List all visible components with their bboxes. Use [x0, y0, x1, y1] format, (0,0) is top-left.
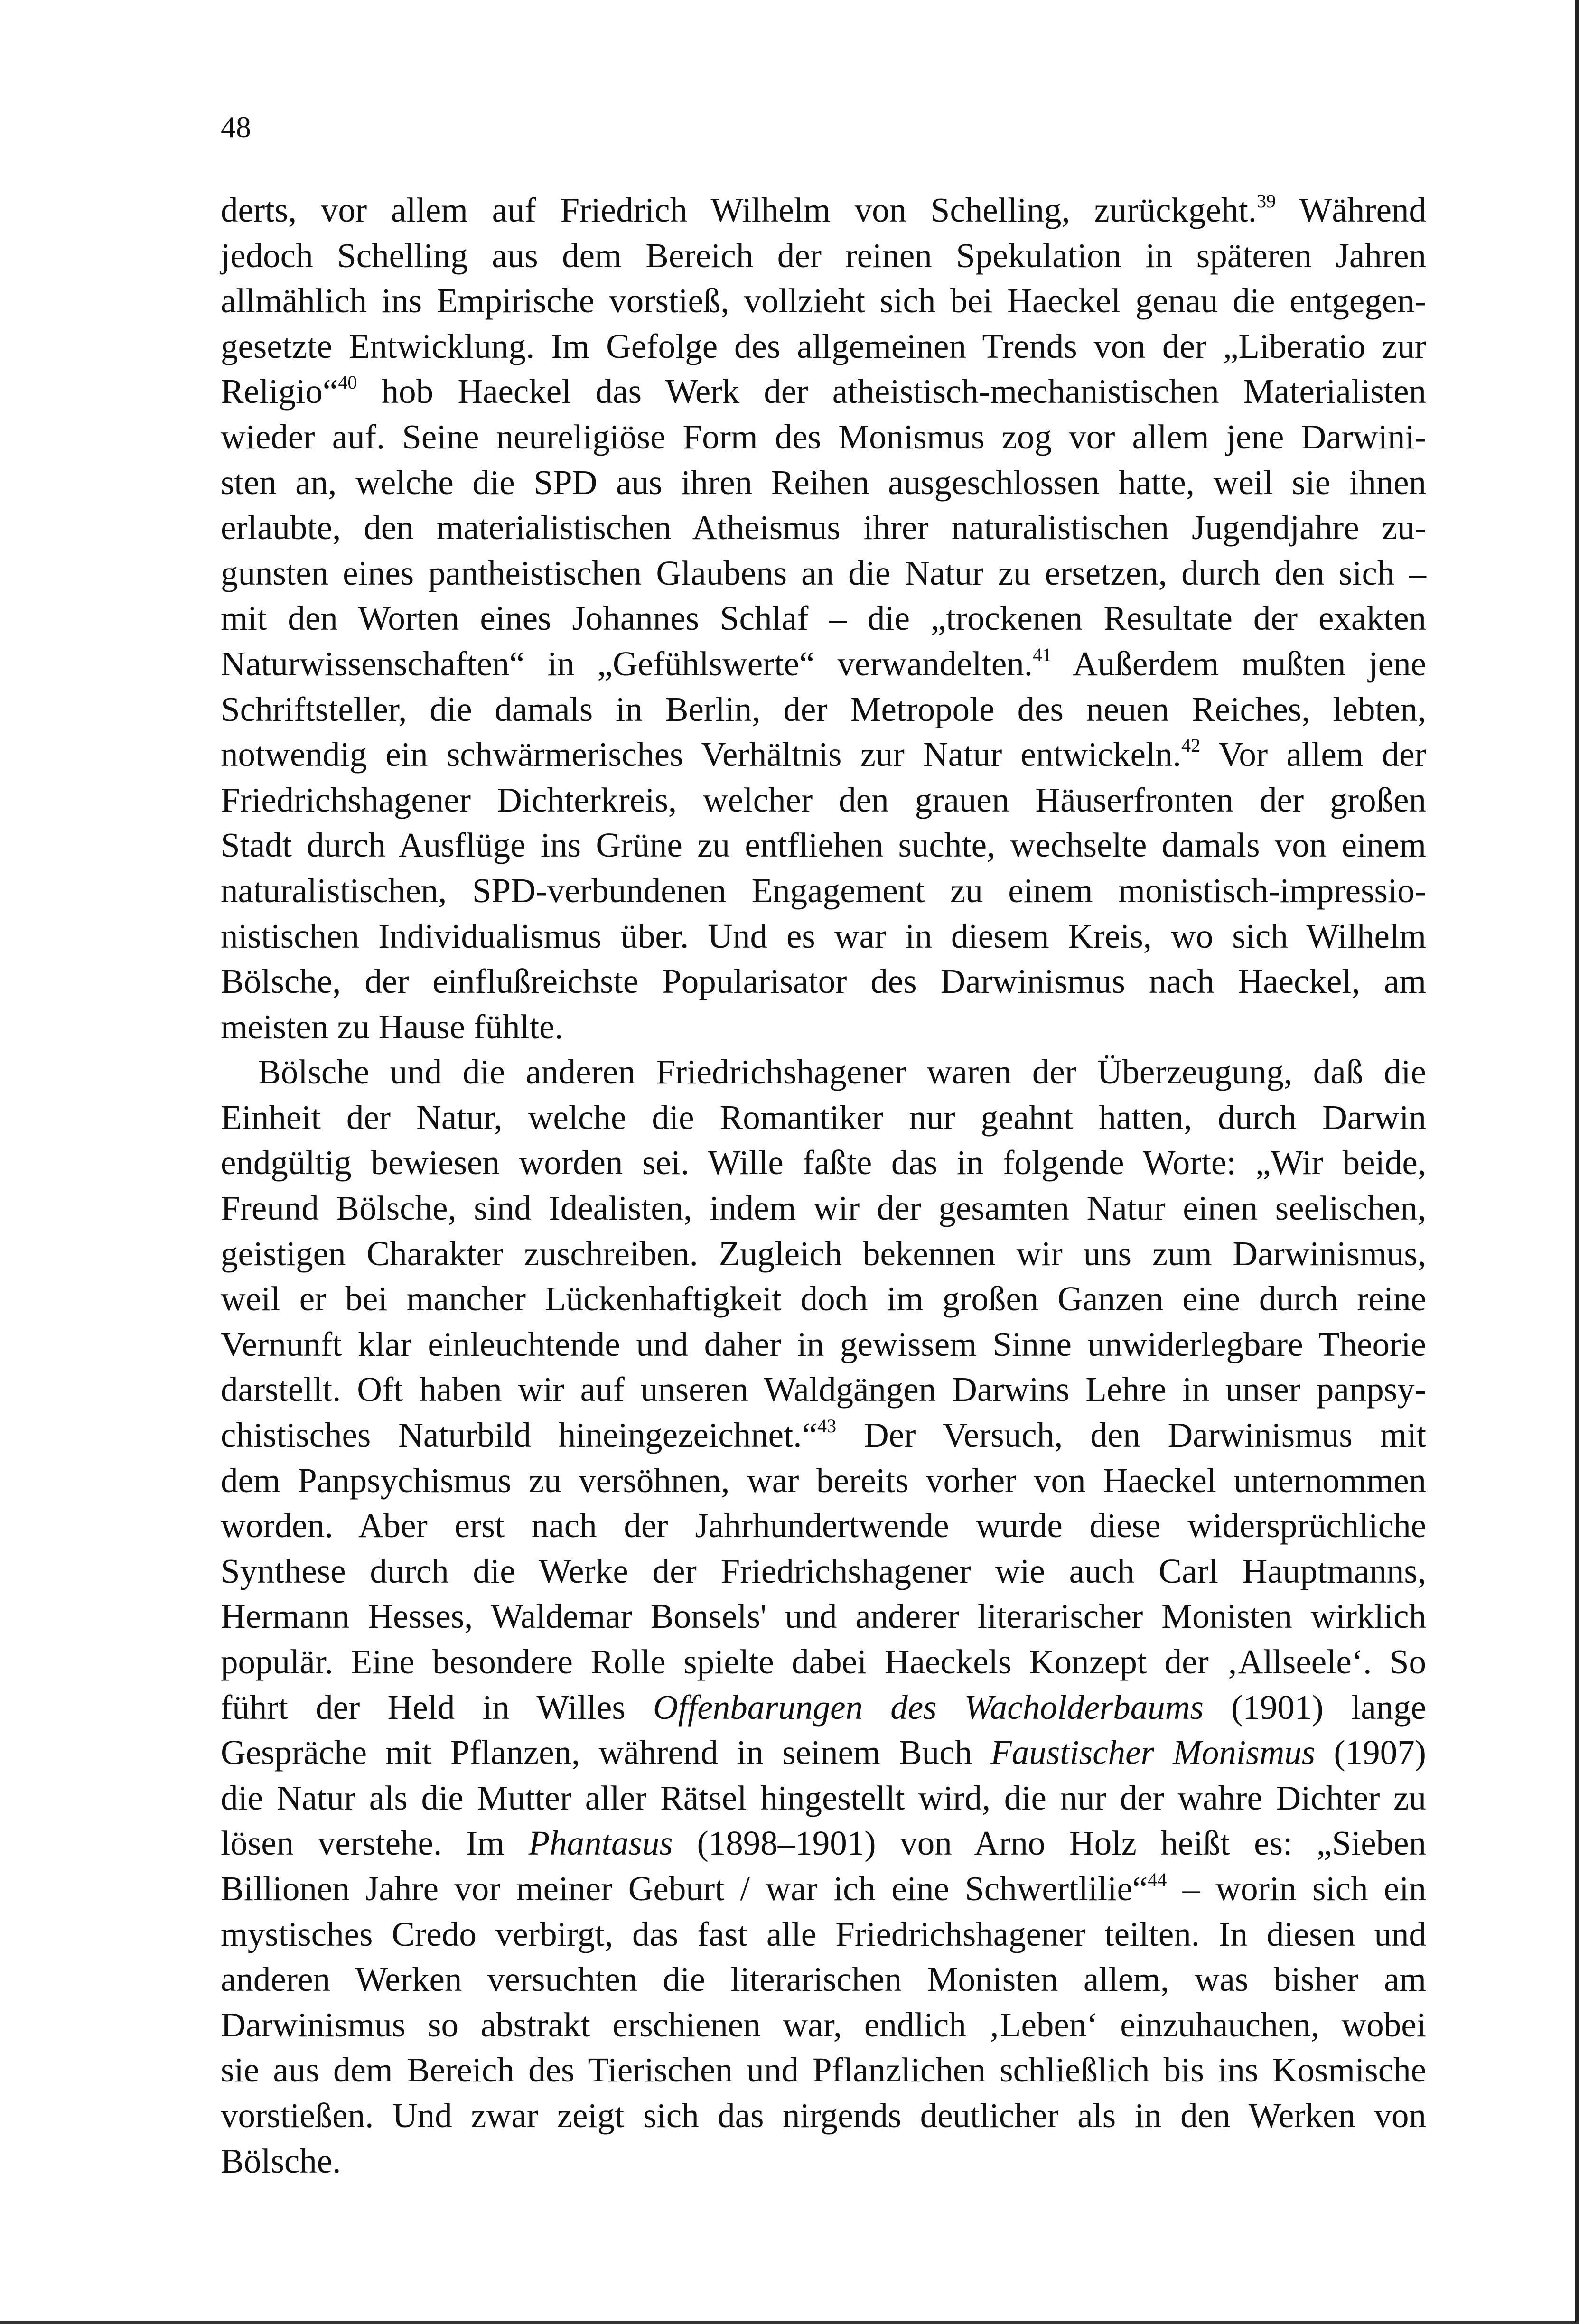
- line-text: gesetzte Entwicklung. Im Gefolge des allgemeinen Trends von der „Liberatio zur: [221, 327, 1426, 365]
- text-line: [221, 187, 1426, 233]
- text-line: [221, 1095, 1426, 1140]
- line-text: Billionen Jahre vor meiner Geburt / war ich eine Schwertlilie“: [221, 1869, 1148, 1908]
- footnote-marker: 41: [1033, 644, 1052, 665]
- line-text: vorstießen. Und zwar zeigt sich das nirgends deutlicher als in den Werken von: [221, 2096, 1426, 2135]
- line-text: erlaubte, den materialistischen Atheismus ihrer naturalistischen Jugendjahre zu-: [221, 508, 1426, 547]
- line-text: naturalistischen, SPD-verbundenen Engagement zu einem monistisch-impressio-: [221, 871, 1426, 910]
- italic-title: Faustischer Monismus: [990, 1733, 1316, 1772]
- text-line: [221, 1730, 1426, 1775]
- line-text: anderen Werken versuchten die literarischen Monisten allem, was bisher am: [221, 1960, 1426, 1999]
- text-line: [221, 1231, 1426, 1277]
- line-text: nistischen Individualismus über. Und es war in diesem Kreis, wo sich Wilhelm: [221, 916, 1426, 955]
- line-text: führt der Held in Willes: [221, 1688, 654, 1727]
- scan-edge-bottom: [0, 2321, 1579, 2324]
- text-line: [221, 1140, 1426, 1185]
- text-line: [221, 1004, 1426, 1050]
- text-line: [221, 1820, 1426, 1866]
- line-text: Synthese durch die Werke der Friedrichshagener wie auch Carl Hauptmanns,: [221, 1551, 1426, 1590]
- text-line: [221, 551, 1426, 596]
- italic-title: Phantasus: [528, 1824, 673, 1863]
- line-text: – worin sich ein: [1167, 1869, 1426, 1908]
- line-text: Stadt durch Ausflüge ins Grüne zu entfliehen suchte, wechselte damals von einem: [221, 826, 1426, 865]
- line-text: Der Versuch, den Darwinismus mit: [836, 1416, 1427, 1455]
- line-text: Bölsche und die anderen Friedrichshagener waren der Überzeugung, daß die: [258, 1053, 1426, 1092]
- text-line: [221, 2093, 1426, 2138]
- text-line: [221, 460, 1426, 505]
- footnote-marker: 44: [1148, 1868, 1167, 1890]
- text-line: [221, 1639, 1426, 1685]
- line-text: mystisches Credo verbirgt, das fast alle Friedrichshagener teilten. In diesen und: [221, 1914, 1426, 1953]
- line-text: Friedrichshagener Dichterkreis, welcher den grauen Häuserfronten der großen: [221, 780, 1426, 819]
- line-text: hob Haeckel das Werk der atheistisch-mechanistischen Materialisten: [357, 372, 1426, 411]
- text-line: [221, 777, 1426, 823]
- line-text: wieder auf. Seine neureligiöse Form des Monismus zog vor allem jene Darwini-: [221, 417, 1426, 456]
- line-text: weil er bei mancher Lückenhaftigkeit doch im großen Ganzen eine durch reine: [221, 1279, 1426, 1318]
- text-line: [221, 914, 1426, 959]
- page-number: 48: [221, 110, 251, 144]
- line-text: Schriftsteller, die damals in Berlin, der Metropole des neuen Reiches, lebten,: [221, 690, 1426, 728]
- line-text: Naturwissenschaften“ in „Gefühlswerte“ verwandelten.: [221, 644, 1033, 683]
- line-text: Vor allem der: [1200, 735, 1427, 774]
- line-text: worden. Aber erst nach der Jahrhundertwende wurde diese widersprüchliche: [221, 1506, 1426, 1545]
- text-line: [221, 822, 1426, 868]
- line-text: populär. Eine besondere Rolle spielte dabei Haeckels Konzept der ‚Allseele‘. So: [221, 1643, 1426, 1681]
- text-line: [221, 1412, 1426, 1458]
- line-text: Religio“: [221, 372, 338, 411]
- line-text: dem Panpsychismus zu versöhnen, war bereits vorher von Haeckel unternommen: [221, 1461, 1426, 1500]
- text-line: [221, 1549, 1426, 1594]
- text-line: [221, 687, 1426, 732]
- line-text: Vernunft klar einleuchtende und daher in gewissem Sinne unwiderlegbare Theorie: [221, 1325, 1426, 1363]
- line-text: sie aus dem Bereich des Tierischen und Pflanzlichen schließlich bis ins Kosmische: [221, 2051, 1426, 2090]
- line-text: meisten zu Hause fühlte.: [221, 1007, 563, 1046]
- line-text: mit den Worten eines Johannes Schlaf – die „trockenen Resultate der exakten: [221, 599, 1426, 638]
- text-line: [221, 1775, 1426, 1821]
- line-text: (1901) lange: [1203, 1688, 1427, 1727]
- text-line: [221, 1685, 1426, 1730]
- line-text: darstellt. Oft haben wir auf unseren Waldgängen Darwins Lehre in unser panpsy-: [221, 1370, 1426, 1409]
- line-text: (1907): [1315, 1733, 1426, 1772]
- line-text: (1898–1901) von Arno Holz heißt es: „Sieben: [673, 1824, 1426, 1863]
- text-line: [221, 505, 1426, 551]
- text-line: [221, 1276, 1426, 1322]
- paragraph: [221, 187, 1426, 1049]
- line-text: Bölsche.: [221, 2141, 341, 2180]
- body-text: [221, 187, 1426, 2184]
- text-line: [221, 1503, 1426, 1549]
- text-line: [221, 868, 1426, 914]
- line-text: notwendig ein schwärmerisches Verhältnis zur Natur entwickeln.: [221, 735, 1182, 774]
- text-line: [221, 1322, 1426, 1367]
- line-text: derts, vor allem auf Friedrich Wilhelm von Schelling, zurückgeht.: [221, 191, 1257, 229]
- footnote-marker: 43: [817, 1415, 837, 1437]
- line-text: Außerdem mußten jene: [1052, 644, 1426, 683]
- line-text: Hermann Hesses, Waldemar Bonsels' und anderer literarischer Monisten wirklich: [221, 1597, 1426, 1636]
- line-text: gunsten eines pantheistischen Glaubens an die Natur zu ersetzen, durch den sich –: [221, 553, 1426, 592]
- footnote-marker: 42: [1181, 735, 1201, 756]
- footnote-marker: 39: [1256, 190, 1276, 212]
- text-line: [221, 278, 1426, 324]
- line-text: chistisches Naturbild hineingezeichnet.“: [221, 1416, 817, 1455]
- text-line: [221, 641, 1426, 687]
- text-line: [221, 324, 1426, 369]
- line-text: Während: [1276, 191, 1426, 229]
- text-line: [221, 1912, 1426, 1957]
- scan-edge-right: [1575, 0, 1579, 2324]
- text-line: [221, 1367, 1426, 1412]
- line-text: die Natur als die Mutter aller Rätsel hingestellt wird, die nur der wahre Dichter zu: [221, 1778, 1426, 1817]
- line-text: Gespräche mit Pflanzen, während in seinem Buch: [221, 1733, 991, 1772]
- line-text: geistigen Charakter zuschreiben. Zugleich bekennen wir uns zum Darwinismus,: [221, 1234, 1426, 1273]
- text-line: [221, 1185, 1426, 1231]
- text-line: [221, 1957, 1426, 2002]
- text-line: [221, 732, 1426, 777]
- text-line: [221, 233, 1426, 279]
- line-text: Bölsche, der einflußreichste Popularisator des Darwinismus nach Haeckel, am: [221, 962, 1426, 1001]
- text-line: [221, 1458, 1426, 1503]
- line-text: Einheit der Natur, welche die Romantiker nur geahnt hatten, durch Darwin: [221, 1098, 1426, 1137]
- text-line: [221, 1049, 1426, 1095]
- line-text: Darwinismus so abstrakt erschienen war, endlich ‚Leben‘ einzuhauchen, wobei: [221, 2005, 1426, 2044]
- line-text: endgültig bewiesen worden sei. Wille faßte das in folgende Worte: „Wir beide,: [221, 1143, 1426, 1182]
- italic-title: Offenbarungen des Wacholderbaums: [653, 1688, 1204, 1727]
- text-line: [221, 959, 1426, 1004]
- text-line: [221, 414, 1426, 460]
- line-text: Freund Bölsche, sind Idealisten, indem wir der gesamten Natur einen seelischen,: [221, 1189, 1426, 1228]
- line-text: lösen verstehe. Im: [221, 1824, 529, 1863]
- text-line: [221, 369, 1426, 414]
- line-text: allmählich ins Empirische vorstieß, vollzieht sich bei Haeckel genau die entgegen-: [221, 281, 1426, 320]
- footnote-marker: 40: [338, 372, 357, 393]
- line-text: sten an, welche die SPD aus ihren Reihen ausgeschlossen hatte, weil sie ihnen: [221, 463, 1426, 502]
- text-line: [221, 2138, 1426, 2184]
- text-line: [221, 2047, 1426, 2093]
- text-line: [221, 596, 1426, 641]
- text-line: [221, 2002, 1426, 2048]
- text-line: [221, 1594, 1426, 1639]
- paragraph: [221, 1049, 1426, 2184]
- line-text: jedoch Schelling aus dem Bereich der reinen Spekulation in späteren Jahren: [221, 236, 1426, 275]
- text-line: [221, 1866, 1426, 1912]
